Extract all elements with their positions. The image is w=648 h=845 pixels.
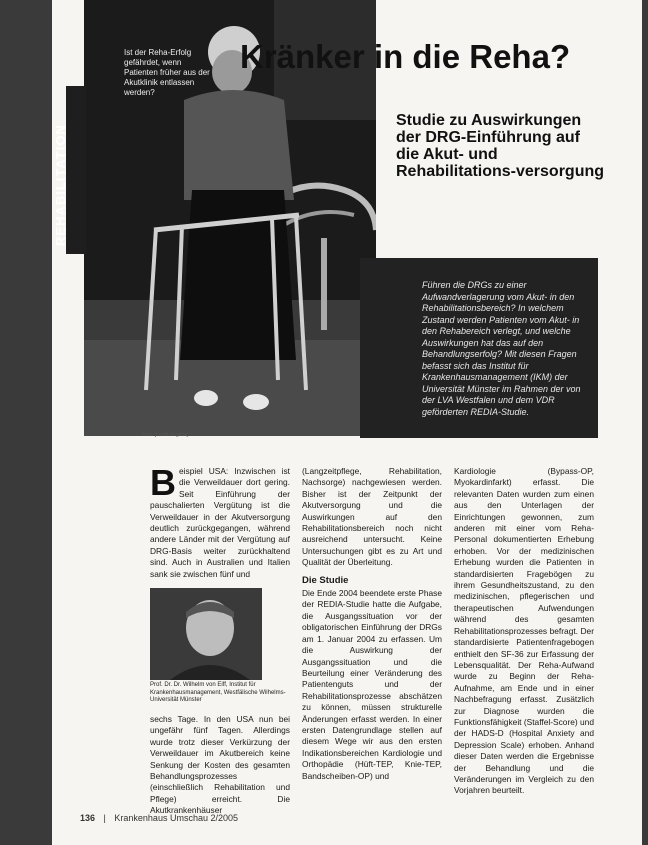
- author-portrait: [150, 588, 262, 680]
- body-text: eispiel USA: Inzwischen ist die Verweildauer dort gering. Seit Einführung der pauschalierten Vergütung ist die Verweildauer in der Akutversorgung deutlich zurückgegangen, während andere Länder mit der Vergütung auf DRG-Basis weiter zurückhaltend sind. Auch in Australien und Italien sank sie zwischen fünf und: [150, 466, 290, 579]
- body-column-1b: [150, 714, 290, 817]
- body-text: (Langzeitpflege, Rehabilitation, Nachsorge) nachgewiesen werden. Bisher ist der Zeitpunkt der Akutversorgung und die Auswirkungen auf den Rehabilitationsbereich noch nicht ausreichend untersucht. Keine Untersuchungen gibt es zu Art und Qualität der Überleitung.: [302, 466, 442, 568]
- section-label: REHABILITATION: [53, 124, 68, 246]
- article-title: Kränker in die Reha?: [240, 38, 571, 75]
- body-text: sechs Tage. In den USA nun bei ungefähr fünf Tagen. Allerdings wurde trotz dieser Verkürzung der Verweildauer im Akutbereich keine Senkung der Kosten des gesamten Behandlungsprozesses (einschließlich Rehabilitation und Pflege) erreicht. Die Akutkrankenhäuser: [150, 714, 290, 816]
- photo-credit: Foto: [credit illegible]: [142, 432, 188, 438]
- publication-name: Krankenhaus Umschau 2/2005: [114, 813, 238, 823]
- footer-separator: |: [103, 813, 106, 823]
- section-tab: [66, 86, 86, 254]
- lead-box: [360, 258, 598, 438]
- author-caption: Prof. Dr. Dr. Wilhelm von Eiff, Institut für Krankenhausmanagement, Westfälische Wilhelms-Universität Münster: [150, 682, 286, 703]
- body-column-1: [150, 462, 290, 580]
- lead-text: Führen die DRGs zu einer Aufwandverlagerung vom Akut- in den Rehabilitationsbereich? In welchem Zustand werden Patienten vom Akut- in den Rehabereich verlegt, und welche Auswirkungen hat das auf den Behandlungserfolg? Mit diesen Fragen befasst sich das Institut für Krankenhausmanagement (IKM) der Universität Münster im Rahmen der von der LVA Westfalen und dem VDR geförderten REDIA-Studie.: [422, 280, 581, 417]
- author-photo-image: [150, 588, 262, 680]
- section-heading: Die Studie: [302, 574, 349, 586]
- dropcap: B: [150, 462, 176, 503]
- body-column-3: [454, 466, 594, 797]
- photo-caption: Ist der Reha-Erfolg gefährdet, wenn Patienten früher aus der Akutklinik entlassen werden?: [124, 48, 210, 97]
- page-footer: [80, 813, 238, 823]
- article-subtitle: Studie zu Auswirkungen der DRG-Einführung auf die Akut- und Rehabilitations-versorgung: [396, 112, 605, 180]
- body-text: Kardiologie (Bypass-OP, Myokardinfarkt) erfasst. Die relevanten Daten wurden zum einen aus den Unterlagen der Einrichtungen gewonnen, zum anderen mit einer vom Reha-Personal dokumentierten Erhebung erhoben. Vor der medizinischen Erhebung wurden die Patienten in standardisierten Fragebögen zu ihrem Gesundheitszustand, zu den medizinischen, pflegerischen und therapeutischen Aufwendungen während des gesamten Rehabilitationsprozesses befragt. Der standardisierte Patientenfragebogen enthielt den SF-36 zur Erfassung der Lebensqualität. Der Reha-Aufwand wurde zu Beginn der Reha-Aufnahme, am Ende und in einer Nachbefragung erfasst. Zusätzlich zur Diagnose wurden die Funktionsfähigkeit (Staffel-Score) und der HADS-D (Hospital Anxiety and Depression Scale) erhoben. Anhand dieser Daten werden die Ergebnisse der Behandlung und die Veränderungen im Vergleich zu den Vorjahren beurteilt.: [454, 466, 594, 796]
- page-number: 136: [80, 813, 96, 823]
- body-column-2: [302, 466, 442, 782]
- magazine-page: [52, 0, 642, 845]
- body-text: Die Ende 2004 beendete erste Phase der REDIA-Studie hatte die Aufgabe, die Ausgangssituation vor der obligatorischen Einführung der DRGs am 1. Januar 2004 zu erfassen. Um die Auswirkung der Ausgangssituation und die Beurteilung einer Veränderung des Patientenguts und der Rehabilitationsprozesse abschätzen zu können, müssen strukturelle Änderungen erfasst werden. In einer ersten Datengrundlage stellen auf diesem Wege wir aus den ersten Indikationsbereichen Kardiologie und Orthopädie (Hüft-TEP, Knie-TEP, Bandscheiben-OP) und: [302, 588, 442, 781]
